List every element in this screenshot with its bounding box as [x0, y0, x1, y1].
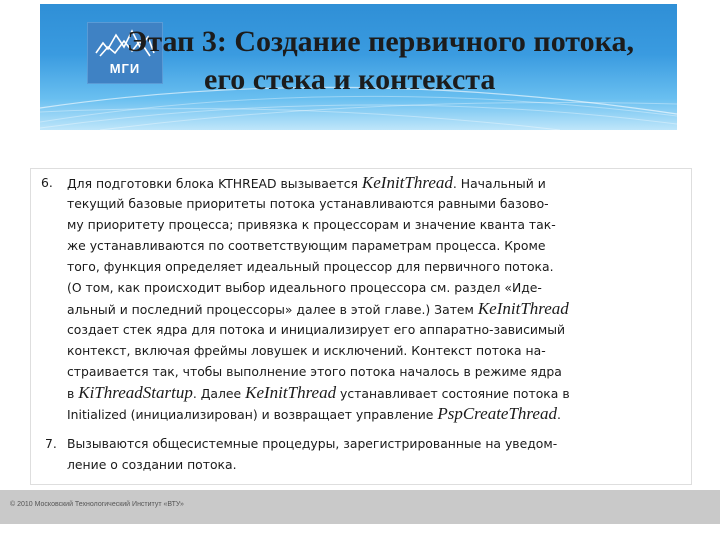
item-number: 6.	[41, 175, 53, 190]
text-line: текущий базовые приоритеты потока устанавливаются равными базово-	[67, 196, 549, 211]
text-line: Для подготовки блока KTHREAD вызывается KeInitThread. Начальный и	[67, 173, 546, 192]
item-number: 7.	[45, 436, 57, 451]
slide-footer	[0, 490, 720, 524]
copyright-text: © 2010 Московский Технологический Институт «ВТУ»	[10, 501, 184, 508]
scanned-text-block	[30, 168, 692, 485]
text-line: (О том, как происходит выбор идеального процессора см. раздел «Иде-	[67, 280, 542, 295]
text-line: Вызываются общесистемные процедуры, зарегистрированные на уведом-	[67, 436, 558, 451]
text-line: в KiThreadStartup. Далее KeInitThread устанавливает состояние потока в	[67, 383, 570, 402]
text-line: создает стек ядра для потока и инициализирует его аппаратно-зависимый	[67, 322, 566, 337]
text-line: контекст, включая фреймы ловушек и исключений. Контекст потока на-	[67, 343, 546, 358]
text-line: того, функция определяет идеальный процессор для первичного потока.	[67, 259, 554, 274]
text-line: Initialized (инициализирован) и возвращает управление PspCreateThread.	[67, 404, 561, 423]
title-line-1: Этап 3: Создание первичного потока,	[127, 25, 634, 58]
text-line: страивается так, чтобы выполнение этого потока началось в режиме ядра	[67, 364, 562, 379]
title-line-2: его стека и контекста	[204, 63, 496, 96]
text-line: альный и последний процессоры» далее в этой главе.) Затем KeInitThread	[67, 299, 569, 318]
text-line: му приоритету процесса; привязка к процессорам и значение кванта так-	[67, 217, 556, 232]
logo-text: МГИ	[109, 61, 141, 76]
text-line: ление о создании потока.	[67, 457, 237, 472]
text-line: же устанавливаются по соответствующим параметрам процесса. Кроме	[67, 238, 546, 253]
